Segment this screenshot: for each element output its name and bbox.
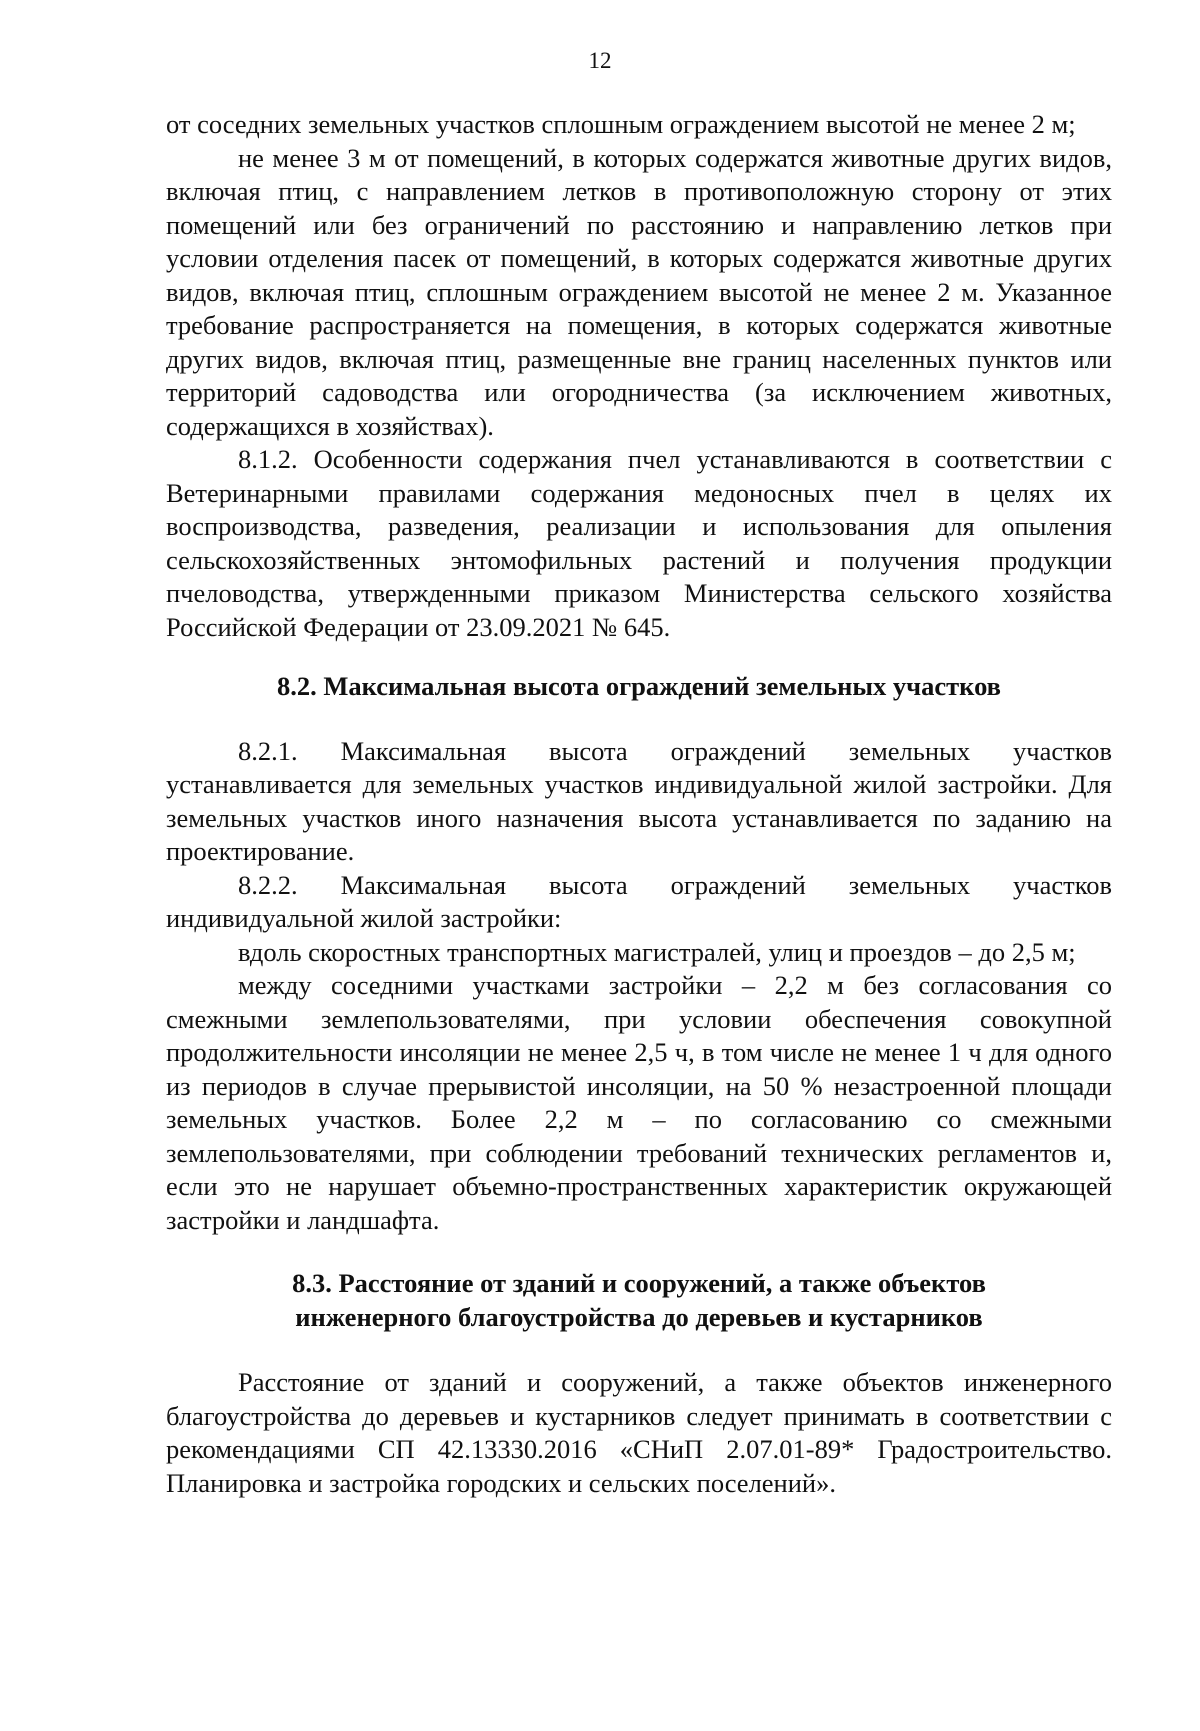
section-heading-8-2: 8.2. Максимальная высота ограждений земельных участков [277,671,1001,701]
paragraph-distance-from-animal-rooms: не менее 3 м от помещений, в которых содержатся животные других видов, включая птиц, с направлением летков в противоположную сторону от этих помещений или без ограничений по расстоянию и направлению летков при условии отделения пасек от помещений, в которых содержатся животные других видов, включая птиц, сплошным ограждением высотой не менее 2 м. Указанное требование распространяется на помещения, в которых содержатся животные других видов, включая птиц, размещенные вне границ населенных пунктов или территорий садоводства или огородничества (за исключением животных, содержащихся в хозяйствах). [166,142,1112,441]
paragraph-8-1-2: 8.1.2. Особенности содержания пчел устанавливаются в соответствии с Ветеринарными правилами содержания медоносных пчел в целях их воспроизводства, разведения, реализации и использования для опыления сельскохозяйственных энтомофильных растений и получения продукции пчеловодства, утвержденными приказом Министерства сельского хозяйства Российской Федерации от 23.09.2021 № 645. [166,444,1112,642]
section-heading-8-3 [166,1267,1112,1334]
paragraph-along-highways: вдоль скоростных транспортных магистралей, улиц и проездов – до 2,5 м; [238,936,1076,967]
paragraph-8-2-1: 8.2.1. Максимальная высота ограждений земельных участков устанавливается для земельных участков индивидуальной жилой застройки. Для земельных участков иного назначения высота устанавливается по заданию на проектирование. [166,735,1112,866]
paragraph-fence-neighbors: от соседних земельных участков сплошным ограждением высотой не менее 2 м; [166,109,1076,139]
paragraph-between-plots: между соседними участками застройки – 2,2 м без согласования со смежными землепользователями, при условии обеспечения совокупной продолжительности инсоляции не менее 2,5 ч, в том числе не менее 1 ч для одного из периодов в случае прерывистой инсоляции, на 50 % незастроенной площади земельных участков. Более 2,2 м – по согласованию со смежными землепользователями, при соблюдении требований технических регламентов и, если это не нарушает объемно-пространственных характеристик окружающей застройки и ландшафта. [166,970,1112,1235]
section-heading-8-3-line-2: инженерного благоустройства до деревьев и кустарников [295,1301,983,1332]
paragraph-8-2-2: 8.2.2. Максимальная высота ограждений земельных участков индивидуальной жилой застройки: [166,869,1112,933]
document-body [166,108,1112,1500]
paragraph-8-3-distance: Расстояние от зданий и сооружений, а также объектов инженерного благоустройства до деревьев и кустарников следует принимать в соответствии с рекомендациями СП 42.13330.2016 «СНиП 2.07.01-89* Градостроительство. Планировка и застройка городских и сельских поселений». [166,1367,1112,1498]
section-heading-8-3-line-1: 8.3. Расстояние от зданий и сооружений, а также объектов [292,1268,986,1298]
page-number: 12 [588,48,612,73]
